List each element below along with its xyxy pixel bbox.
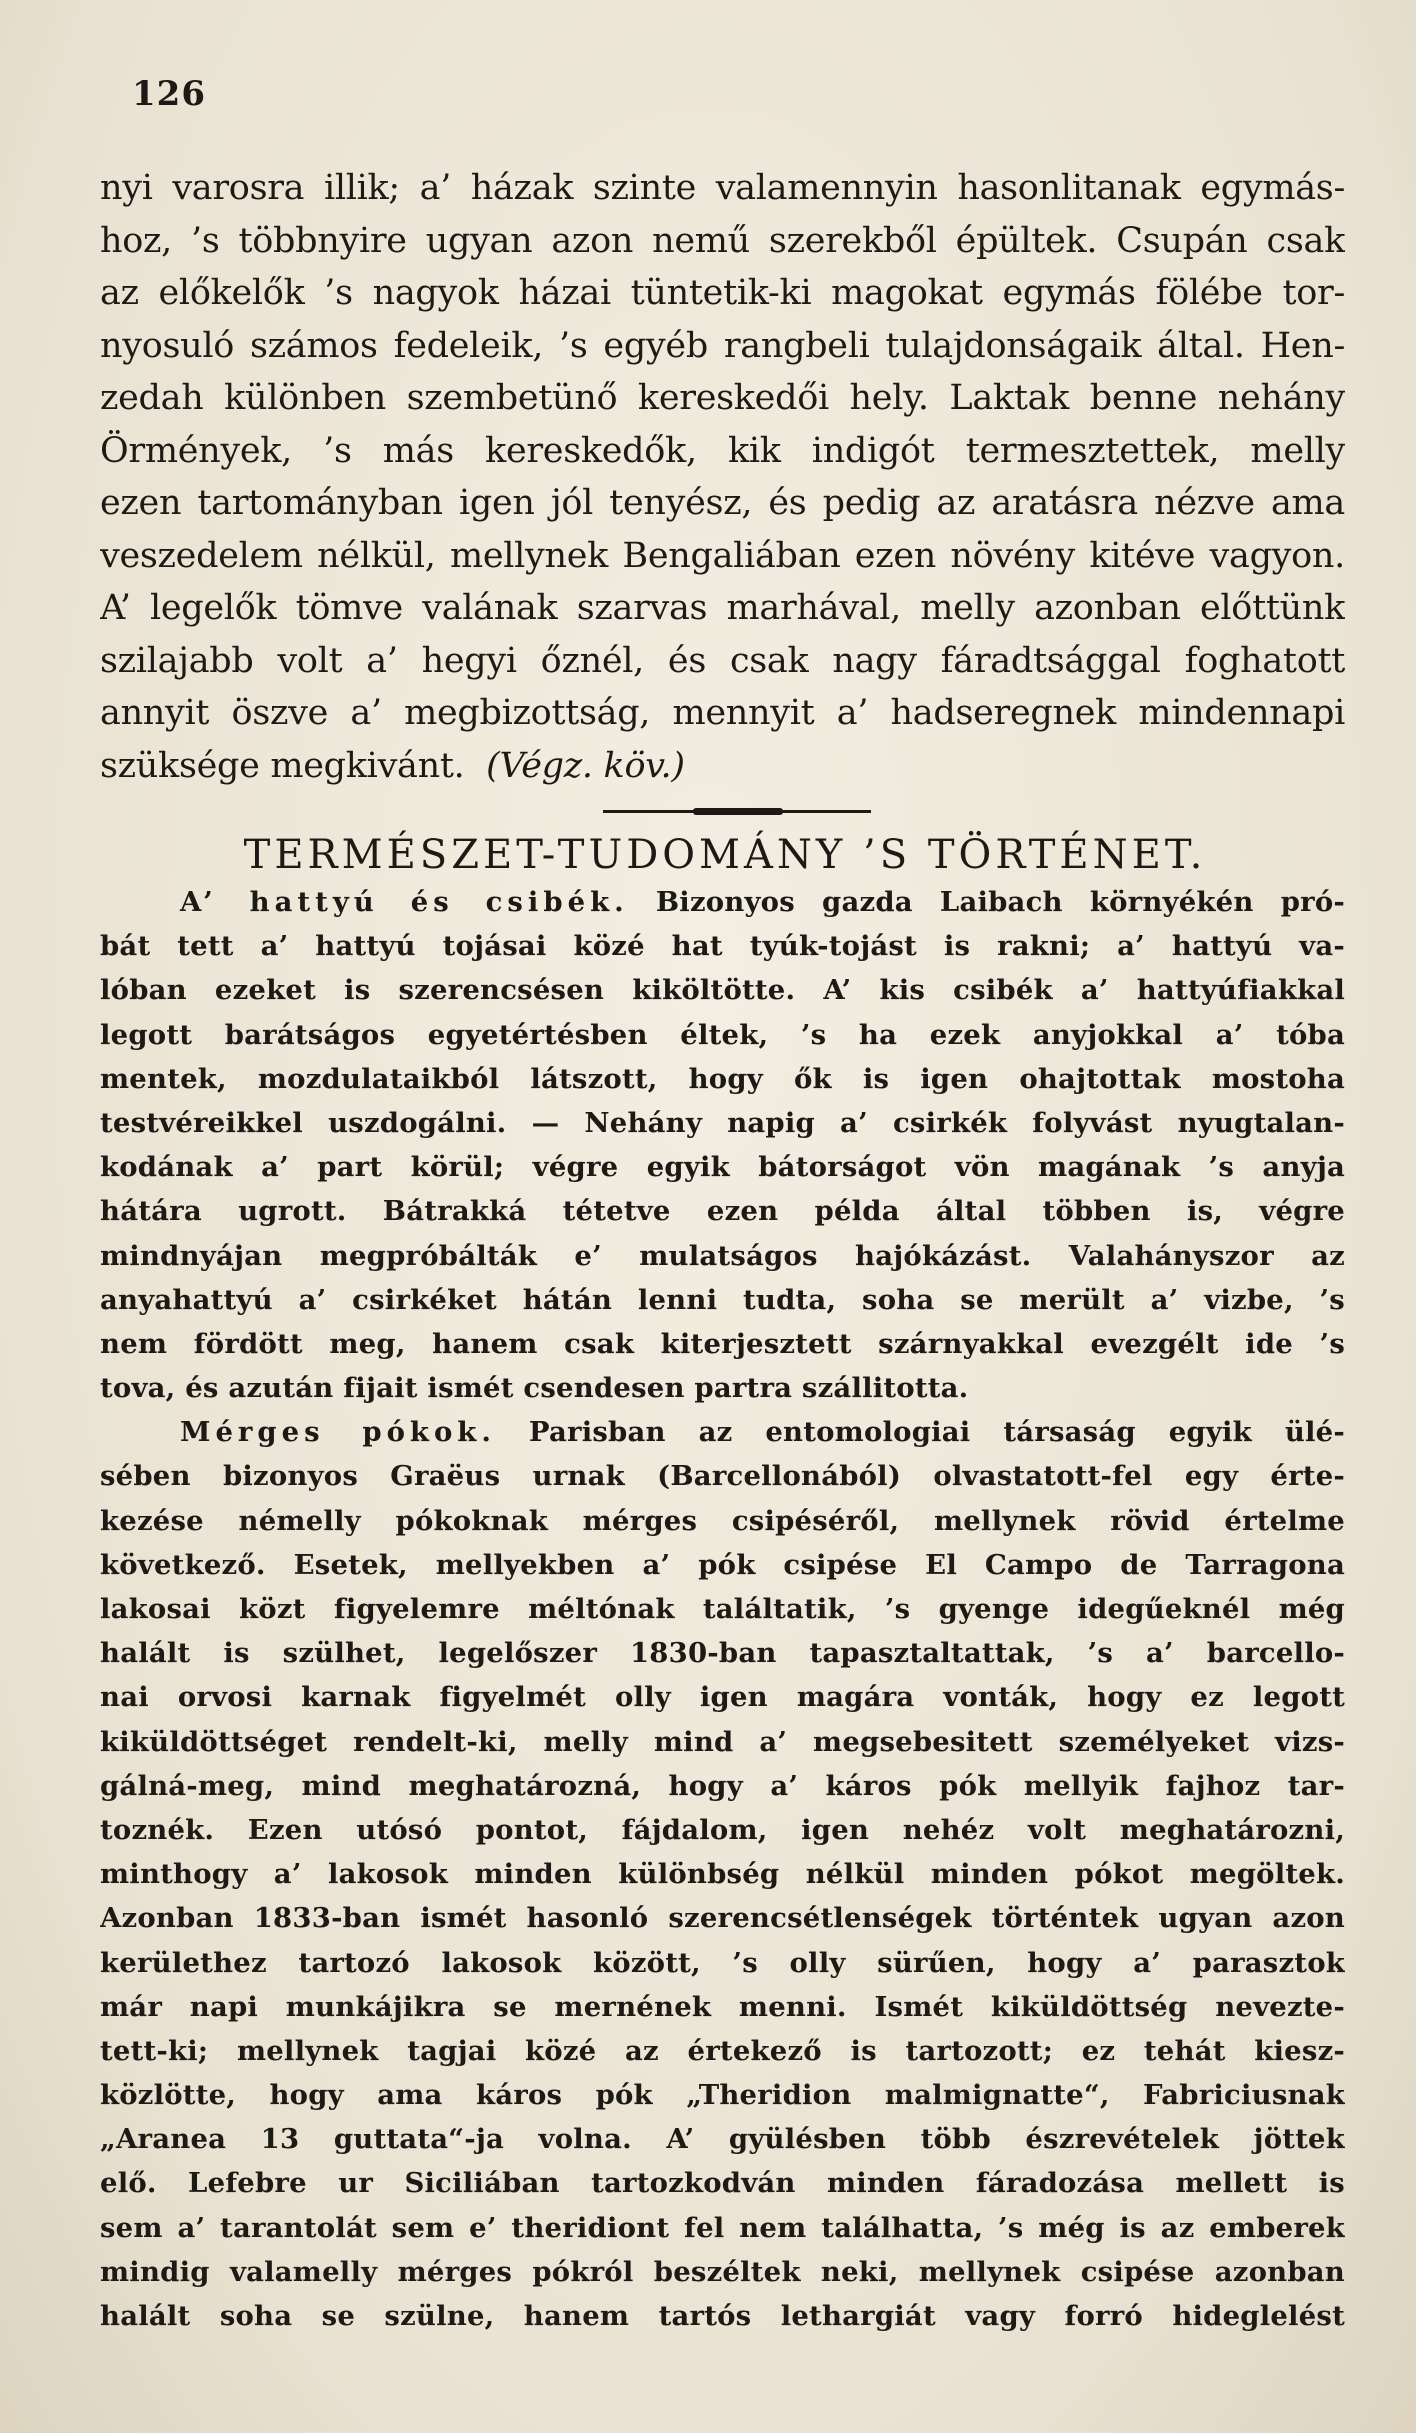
article-first-line [100, 880, 1345, 924]
lower-text-block [100, 880, 1345, 2338]
text-line: Örmények, ’s más kereskedők, kik indigót termesztettek, melly [100, 430, 1345, 471]
text-line: nem fördött meg, hanem csak kiterjesztett szárnyakkal evezgélt ide ’s [100, 1327, 1345, 1360]
text-line: tett-ki; mellynek tagjai közé az értekező is tartozott; ez tehát kiesz- [100, 2034, 1345, 2067]
page-number: 126 [132, 74, 206, 114]
text-line: mindig valamelly mérges pókról beszéltek neki, mellynek csipése azonban [100, 2255, 1345, 2288]
text-line: sében bizonyos Graëus urnak (Barcellonából) olvastatott-fel egy érte- [100, 1460, 1345, 1493]
text-line: nyosuló számos fedeleik, ’s egyéb rangbeli tulajdonságaik által. Hen- [100, 325, 1345, 366]
text-line: szilajabb volt a’ hegyi őznél, és csak nagy fáradtsággal foghatott [100, 640, 1345, 681]
text-line: zedah különben szembetünő kereskedői hely. Laktak benne nehány [100, 378, 1345, 418]
section-title: TERMÉSZET-TUDOMÁNY ’S TÖRTÉNET. [243, 832, 1207, 878]
text-line: az előkelők ’s nagyok házai tüntetik-ki magokat egymás fölébe tor- [100, 273, 1345, 313]
text-line-last [100, 740, 1345, 793]
text-line: annyit öszve a’ megbizottság, mennyit a’ hadseregnek mindennapi [100, 693, 1345, 733]
text-line: A’ legelők tömve valának szarvas marhával, melly azonban előttünk [100, 588, 1345, 628]
text-line: következő. Esetek, mellyekben a’ pók csipése El Campo de Tarragona [100, 1548, 1345, 1581]
text-line: minthogy a’ lakosok minden különbség nélkül minden pókot megöltek. [100, 1858, 1345, 1891]
text-line: halált is szülhet, legelőszer 1830-ban tapasztaltattak, ’s a’ barcello- [100, 1637, 1345, 1670]
article-first-line-rest: Bizonyos gazda Laibach környékén pró- [655, 886, 1345, 918]
text-line: toznék. Ezen utósó pontot, fájdalom, igen nehéz volt meghatározni, [100, 1813, 1345, 1846]
last-line-text: szüksége megkivánt. [100, 745, 465, 786]
text-line: közlötte, hogy ama káros pók „Theridion malmignatte“, Fabriciusnak [100, 2079, 1345, 2112]
text-line: anyahattyú a’ csirkéket hátán lenni tudta, soha se merült a’ vizbe, ’s [100, 1283, 1345, 1316]
text-line: legott barátságos egyetértésben éltek, ’s ha ezek anyjokkal a’ tóba [100, 1018, 1345, 1051]
text-line: gálná-meg, mind meghatározná, hogy a’ káros pók mellyik fajhoz tar- [100, 1769, 1345, 1802]
text-line: ezen tartományban igen jól tenyész, és pedig az aratásra nézve ama [100, 483, 1345, 523]
text-line: elő. Lefebre ur Siciliában tartozkodván minden fáradozása mellett is [100, 2167, 1345, 2200]
continued-note: (Végz. köv.) [486, 745, 685, 786]
text-line: lóban ezeket is szerencsésen kiköltötte. A’ kis csibék a’ hattyúfiakkal [100, 974, 1345, 1007]
upper-text-block [100, 162, 1345, 792]
text-line: nyi varosra illik; a’ házak szinte valamennyin hasonlitanak egymás- [100, 168, 1345, 208]
text-line: testvéreikkel uszdogálni. — Nehány napig a’ csirkék folyvást nyugtalan- [100, 1106, 1345, 1139]
text-line: veszedelem nélkül, mellynek Bengaliában ezen növény kitéve vagyon. [100, 535, 1345, 576]
text-line: „Aranea 13 guttata“-ja volna. A’ gyülésben több észrevételek jöttek [100, 2123, 1345, 2156]
text-line: kodának a’ part körül; végre egyik bátorságot vön magának ’s anyja [100, 1151, 1345, 1184]
text-line: mindnyájan megpróbálták e’ mulatságos hajókázást. Valahányszor az [100, 1239, 1345, 1272]
text-line: lakosai közt figyelemre méltónak találtatik, ’s gyenge idegűeknél még [100, 1593, 1345, 1625]
text-line: kezése némelly pókoknak mérges csipéséről, mellynek rövid értelme [100, 1504, 1345, 1537]
text-line: mentek, mozdulataikból látszott, hogy ők is igen ohajtottak mostoha [100, 1062, 1345, 1095]
text-line: Azonban 1833-ban ismét hasonló szerencsétlenségek történtek ugyan azon [100, 1902, 1345, 1935]
text-line: sem a’ tarantolát sem e’ theridiont fel nem találhatta, ’s még is az emberek [100, 2211, 1345, 2244]
text-line: halált soha se szülne, hanem tartós lethargiát vagy forró hideglelést [100, 2300, 1345, 2332]
section-divider [603, 810, 871, 813]
article-first-line-rest: Parisban az entomologiai társaság egyik ülé- [528, 1416, 1345, 1449]
text-line: kiküldöttséget rendelt-ki, melly mind a’ megsebesitett személyeket vizs- [100, 1725, 1345, 1758]
text-line: nai orvosi karnak figyelmét olly igen magára vonták, hogy ez legott [100, 1681, 1345, 1714]
text-line: már napi munkájikra se mernének menni. Ismét kiküldöttség nevezte- [100, 1990, 1345, 2023]
text-line: hátára ugrott. Bátrakká tétetve ezen példa által többen is, végre [100, 1195, 1345, 1228]
text-line: kerülethez tartozó lakosok között, ’s olly sürűen, hogy a’ parasztok [100, 1946, 1345, 1979]
text-line-last: tova, és azután fijait ismét csendesen partra szállitotta. [100, 1372, 969, 1405]
text-line: hoz, ’s többnyire ugyan azon nemű szerekből épültek. Csupán csak [100, 220, 1345, 261]
text-line: bát tett a’ hattyú tojásai közé hat tyúk-tojást is rakni; a’ hattyú va- [100, 930, 1345, 963]
article-title-swan: A’ hattyú és csibék. [180, 886, 629, 918]
article-title-spiders: Mérges pókok. [180, 1416, 496, 1449]
article-first-line [100, 1410, 1345, 1454]
